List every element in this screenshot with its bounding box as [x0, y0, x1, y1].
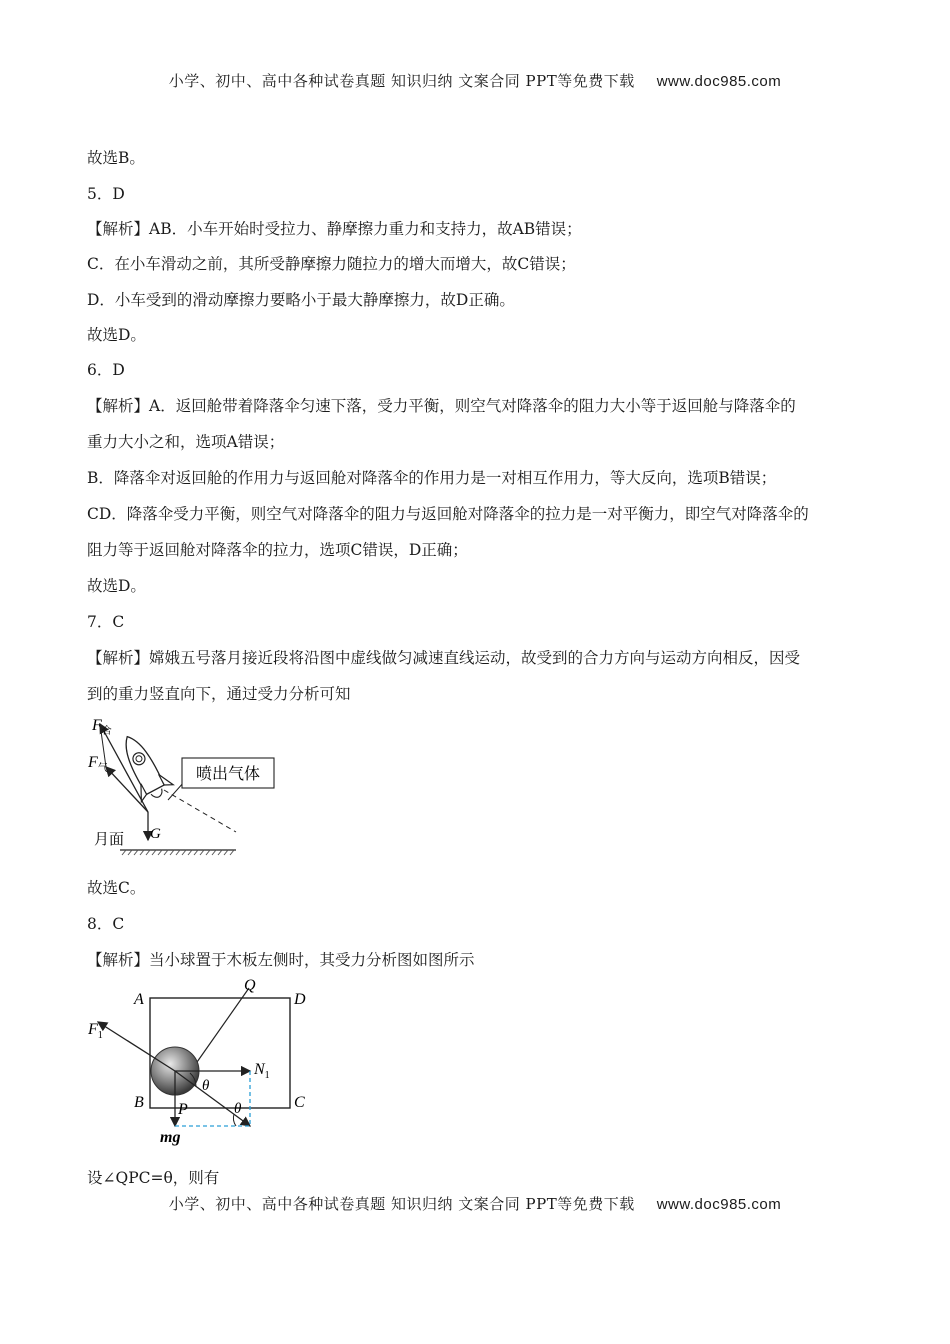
text-line: 故选D。 [87, 577, 146, 595]
text-line: 故选C。 [87, 879, 146, 897]
text-line: D．小车受到的滑动摩擦力要略小于最大静摩擦力，故D正确。 [87, 291, 515, 309]
question-number: 6．D [87, 361, 125, 379]
question-number: 5．D [87, 185, 125, 203]
lander-force-diagram [86, 712, 276, 862]
text-line: CD．降落伞受力平衡，则空气对降落伞的阻力与返回舱对降落伞的拉力是一对平衡力，即空气对降落伞的 [87, 505, 809, 523]
question-number: 7．C [87, 613, 125, 631]
text-line: 【解析】当小球置于木板左侧时，其受力分析图如图所示 [87, 951, 475, 969]
label-q: Q [244, 977, 256, 994]
text-line: 【解析】A．返回舱带着降落伞匀速下落，受力平衡，则空气对降落伞的阻力大小等于返回舱与降落伞的 [87, 397, 796, 415]
label-p: P [178, 1101, 188, 1118]
ball-force-diagram [84, 976, 320, 1148]
text-line: 到的重力竖直向下，通过受力分析可知 [87, 685, 351, 703]
callout-label: 喷出气体 [195, 766, 261, 783]
text-line: C．在小车滑动之前，其所受静摩擦力随拉力的增大而增大，故C错误； [87, 255, 576, 273]
label-theta-2: θ [234, 1101, 242, 1117]
page-footer [0, 1193, 950, 1214]
label-a: A [134, 991, 144, 1008]
label-b: B [134, 1094, 144, 1111]
label-n1: $N_1$ [254, 1061, 270, 1081]
text-line: 【解析】嫦娥五号落月接近段将沿图中虚线做匀减速直线运动，故受到的合力方向与运动方向相反，因受 [87, 649, 801, 667]
text-line: 设∠QPC=θ，则有 [87, 1169, 220, 1187]
header-text: 小学、初中、高中各种试卷真题 知识归纳 文案合同 PPT等免费下载 [168, 72, 635, 90]
header-site: www.doc985.com [656, 73, 782, 90]
f-he-label: $F_合$ [92, 717, 112, 737]
label-c: C [294, 1094, 305, 1111]
page-header [0, 70, 950, 91]
text-line: 重力大小之和，选项A错误； [87, 433, 285, 451]
footer-site: www.doc985.com [656, 1196, 782, 1213]
text-line: 阻力等于返回舱对降落伞的拉力，选项C错误，D正确； [87, 541, 468, 559]
question-number: 8．C [87, 915, 125, 933]
f1-force-arrow [98, 1022, 175, 1071]
trajectory-dashed-line [164, 790, 236, 832]
text-line: B．降落伞对返回舱的作用力与返回舱对降落伞的作用力是一对相互作用力，等大反向，选项B错误； [87, 469, 777, 487]
text-line: 【解析】AB．小车开始时受拉力、静摩擦力重力和支持力，故AB错误； [87, 220, 582, 238]
label-mg: mg [160, 1129, 181, 1146]
moon-surface-label: 月面 [94, 832, 125, 848]
label-f1: $F_1$ [88, 1021, 103, 1041]
ground-hatch [122, 850, 234, 855]
label-theta-1: θ [202, 1078, 210, 1094]
footer-text: 小学、初中、高中各种试卷真题 知识归纳 文案合同 PPT等免费下载 [168, 1195, 635, 1213]
f-qi-label: $F_气$ [88, 754, 108, 774]
text-line: 故选B。 [87, 149, 145, 167]
lander-rocket [111, 728, 175, 805]
label-d: D [294, 991, 306, 1008]
g-label: G [150, 826, 161, 842]
text-line: 故选D。 [87, 326, 146, 344]
